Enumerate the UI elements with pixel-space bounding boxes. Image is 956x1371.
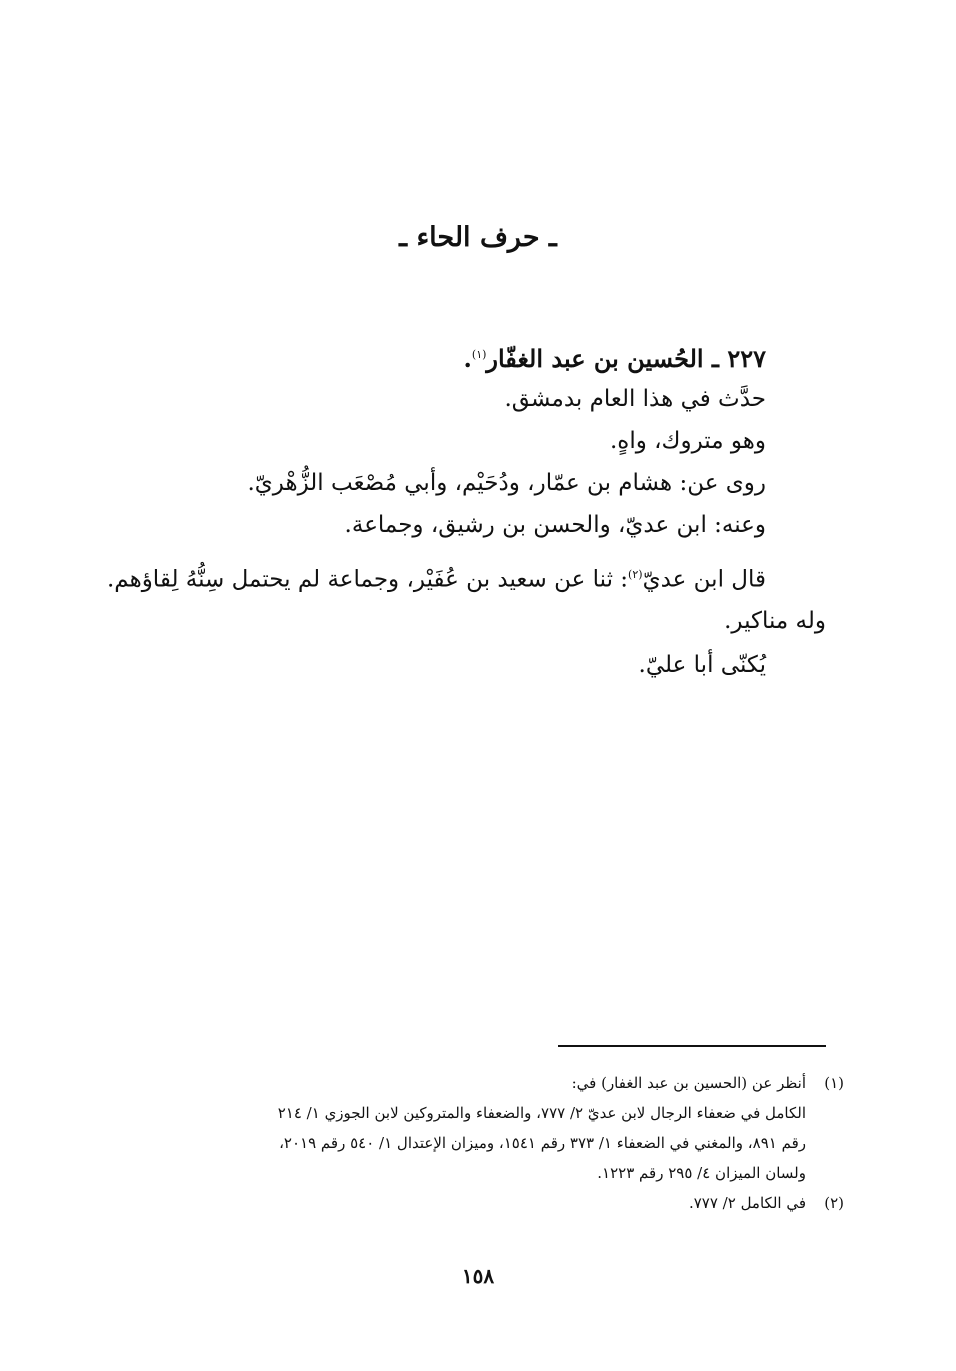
footnote-2	[104, 1188, 844, 1218]
entry-line-status: وهو متروك، واهٍ.	[609, 428, 766, 454]
entry-line-ibn-adi-start: قال ابن عديّ	[642, 566, 766, 593]
entry-line-narrated-from: روى عن: هشام بن عمّار، ودُحَيْم، وأبي مُصْعَب الزُّهْريّ.	[247, 470, 766, 496]
footnotes	[104, 1068, 844, 1218]
footnote-separator	[558, 1045, 826, 1047]
entry-line-narrated-by: وعنه: ابن عديّ، والحسن بن رشيق، وجماعة.	[344, 512, 766, 538]
entry-heading	[106, 334, 766, 380]
footnote-number: (١)	[824, 1074, 844, 1092]
entry-heading-end: .	[463, 344, 472, 373]
page-number: ١٥٨	[461, 1264, 495, 1288]
section-title: ـ حرف الحاء ـ	[399, 222, 557, 253]
footnote-1	[104, 1068, 844, 1188]
footnote-number: (٢)	[824, 1194, 844, 1212]
footnote-line: ولسان الميزان ٤/ ٢٩٥ رقم ١٢٢٣.	[597, 1164, 806, 1182]
footnote-text	[104, 1068, 806, 1188]
footnote-line: في الكامل ٢/ ٧٧٧.	[688, 1194, 806, 1212]
footnote-line: رقم ٨٩١، والمغني في الضعفاء ١/ ٣٧٣ رقم ١٥٤١، وميزان الإعتدال ١/ ٥٤٠ رقم ٢٠١٩،	[279, 1134, 806, 1152]
footnote-text	[104, 1188, 806, 1218]
footnote-line: الكامل في ضعفاء الرجال لابن عديّ ٢/ ٧٧٧، والضعفاء والمتروكين لابن الجوزي ١/ ٢١٤	[277, 1104, 806, 1122]
footnote-line: أنظر عن (الحسين بن عبد الغفار) في:	[571, 1074, 806, 1092]
entry-line-narrated: حدَّث في هذا العام بدمشق.	[504, 386, 766, 412]
entry-line-kunya: يُكنّى أبا عليّ.	[638, 652, 766, 678]
entry-line-ibn-adi-rest: : ثنا عن سعيد بن عُفَيْر، وجماعة لم يحتمل سِنُّهُ لِقاؤهم.	[106, 566, 629, 593]
footnote-ref-2: (٢)	[628, 568, 643, 581]
footnote-ref-1: (١)	[471, 348, 487, 361]
entry-line-ibn-adi	[36, 554, 766, 601]
entry-line-munkar: وله مناكير.	[724, 608, 826, 634]
entry-heading-text: ٢٢٧ ـ الحُسين بن عبد الغفّار	[486, 344, 766, 373]
